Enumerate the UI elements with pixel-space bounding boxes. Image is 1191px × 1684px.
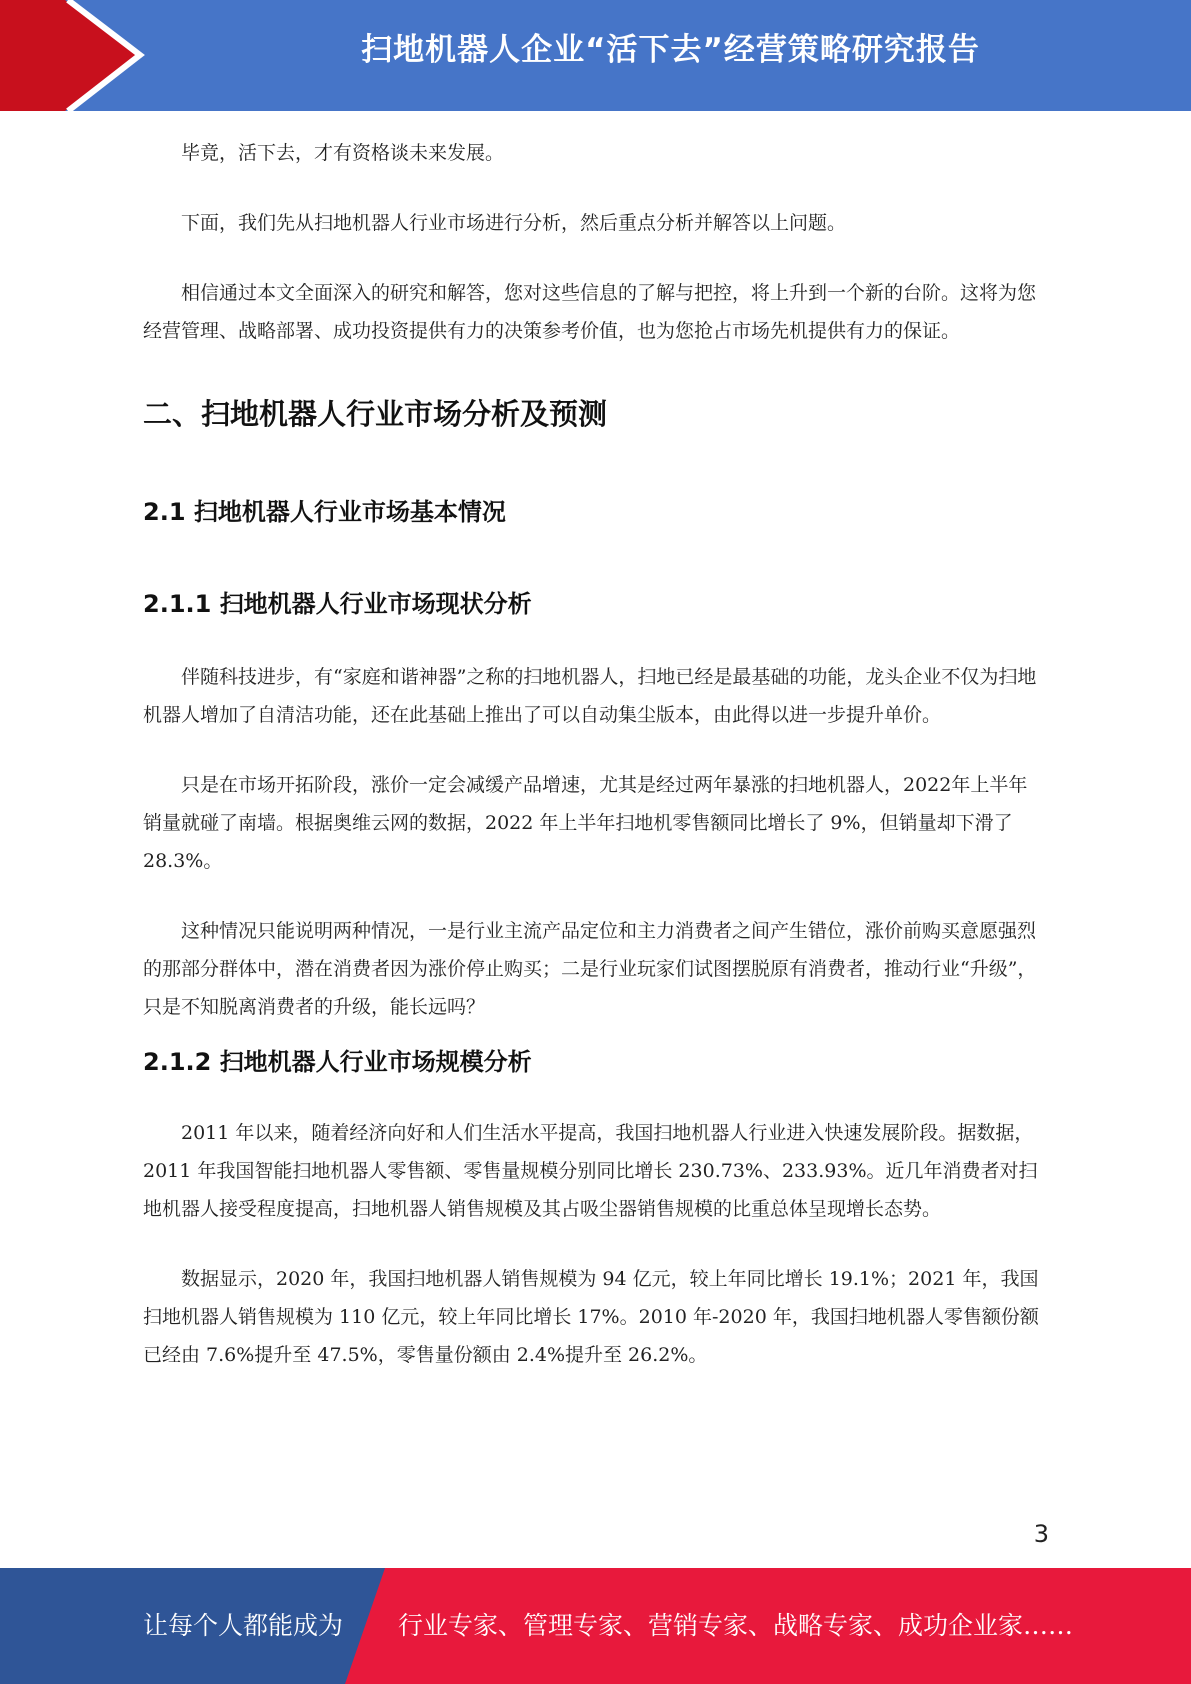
paragraph: 数据显示，2020 年，我国扫地机器人销售规模为 94 亿元，较上年同比增长 19.1%；2021 年，我国扫地机器人销售规模为 110 亿元，较上年同比增长 17%。2010 年-2020 年，我国扫地机器人零售额份额已经由 7.6%提升至 47.5%，零售量份额由 2.4%提升至 26.2%。: [143, 1268, 1039, 1366]
footer-slogan-left: 让每个人都能成为: [143, 1611, 344, 1640]
report-header: [0, 0, 1191, 111]
section-heading: 二、扫地机器人行业市场分析及预测: [143, 397, 608, 431]
header-chevron-icon: [0, 0, 150, 111]
page-number: 3: [1033, 1520, 1049, 1548]
paragraph: 只是在市场开拓阶段，涨价一定会减缓产品增速，尤其是经过两年暴涨的扫地机器人，2022年上半年销量就碰了南墙。根据奥维云网的数据，2022 年上半年扫地机零售额同比增长了 9%，但销量却下滑了 28.3%。: [143, 774, 1028, 872]
report-title: 扫地机器人企业“活下去”经营策略研究报告: [361, 32, 980, 68]
paragraph: 伴随科技进步，有“家庭和谐神器”之称的扫地机器人，扫地已经是最基础的功能，龙头企业不仅为扫地机器人增加了自清洁功能，还在此基础上推出了可以自动集尘版本，由此得以进一步提升单价。: [143, 666, 1037, 726]
paragraph: 毕竟，活下去，才有资格谈未来发展。: [181, 142, 505, 164]
paragraph: 2011 年以来，随着经济向好和人们生活水平提高，我国扫地机器人行业进入快速发展阶段。据数据，2011 年我国智能扫地机器人零售额、零售量规模分别同比增长 230.73%、233.93%。近几年消费者对扫地机器人接受程度提高，扫地机器人销售规模及其占吸尘器销售规模的比重总体呈现增长态势。: [143, 1122, 1038, 1220]
subsubsection-heading: 2.1.1 扫地机器人行业市场现状分析: [143, 590, 532, 618]
subsubsection-heading: 2.1.2 扫地机器人行业市场规模分析: [143, 1048, 532, 1076]
page-footer: [0, 1568, 1191, 1684]
footer-slogan-right: 行业专家、管理专家、营销专家、战略专家、成功企业家……: [398, 1611, 1074, 1640]
paragraph: 下面，我们先从扫地机器人行业市场进行分析，然后重点分析并解答以上问题。: [181, 212, 847, 234]
paragraph: 相信通过本文全面深入的研究和解答，您对这些信息的了解与把控，将上升到一个新的台阶。这将为您经营管理、战略部署、成功投资提供有力的决策参考价值，也为您抢占市场先机提供有力的保证。: [143, 282, 1037, 342]
document-body: [143, 134, 1046, 1374]
subsection-heading: 2.1 扫地机器人行业市场基本情况: [143, 498, 506, 526]
paragraph: 这种情况只能说明两种情况，一是行业主流产品定位和主力消费者之间产生错位，涨价前购买意愿强烈的那部分群体中，潜在消费者因为涨价停止购买；二是行业玩家们试图摆脱原有消费者，推动行业“升级”，只是不知脱离消费者的升级，能长远吗？: [143, 920, 1037, 1018]
